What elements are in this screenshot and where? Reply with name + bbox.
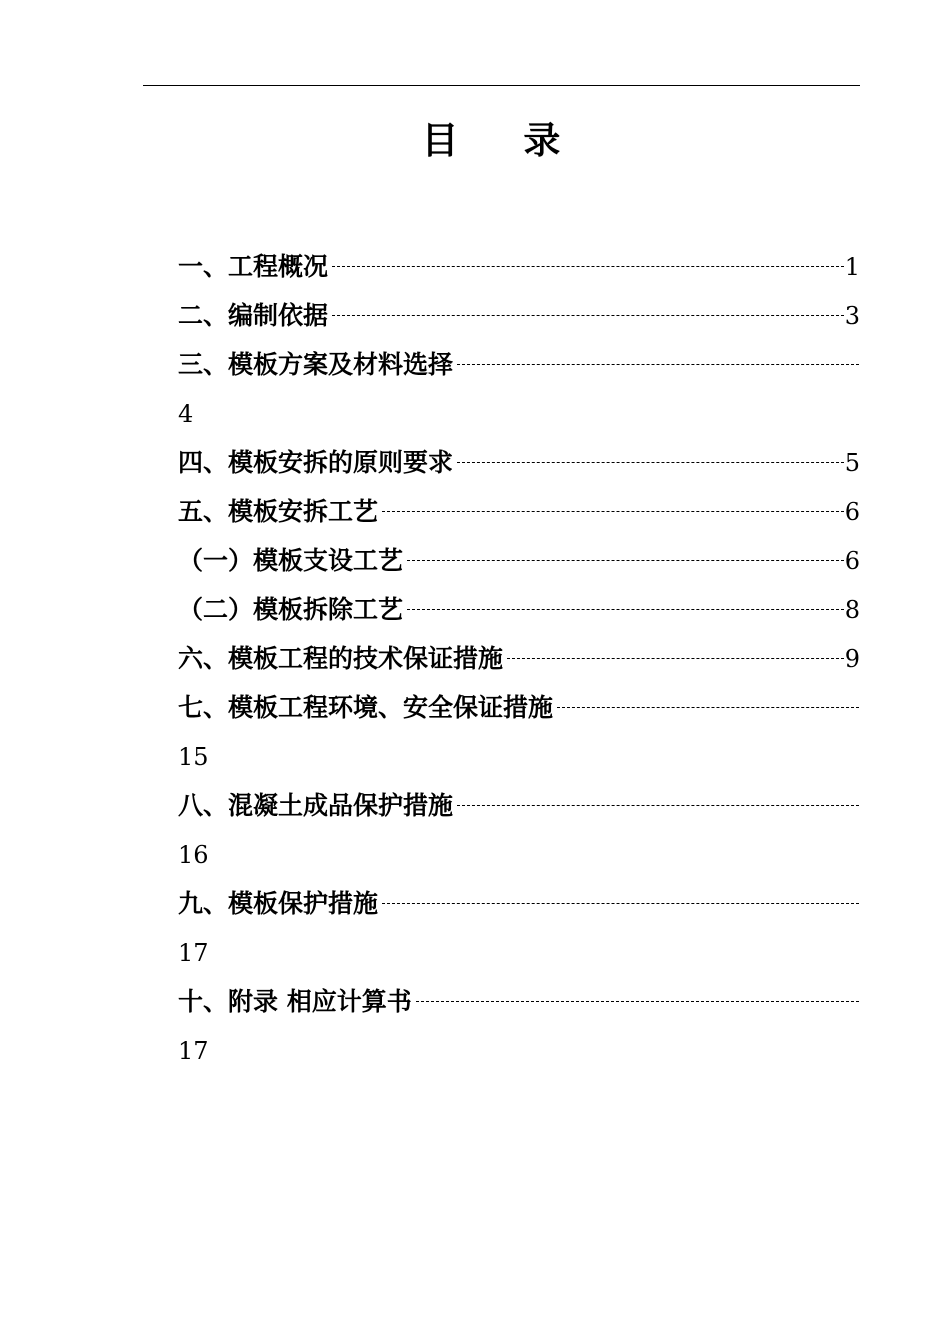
toc-entry-title: 十、附录 相应计算书: [178, 987, 412, 1016]
toc-entry-7-page-line: [178, 732, 860, 781]
toc-entry-page: 15: [178, 743, 209, 771]
toc-entry-5[interactable]: [178, 487, 860, 536]
toc-entry-2[interactable]: [178, 291, 860, 340]
toc-entry-title: 六、模板工程的技术保证措施: [178, 644, 504, 673]
toc-entry-page: 8: [844, 596, 860, 624]
toc-leader: [407, 560, 844, 561]
toc-entry-title: （二）模板拆除工艺: [178, 595, 404, 624]
toc-entry-title: 九、模板保护措施: [178, 889, 379, 918]
toc-entry-10[interactable]: [178, 977, 860, 1026]
toc-entry-6[interactable]: [178, 634, 860, 683]
toc-entry-page: 17: [178, 939, 209, 967]
toc-leader: [457, 805, 859, 806]
toc-entry-9[interactable]: [178, 879, 860, 928]
toc-entry-title: 四、模板安拆的原则要求: [178, 448, 454, 477]
toc-leader: [557, 707, 859, 708]
toc-entry-page: 4: [178, 400, 194, 428]
toc-entry-page: 17: [178, 1037, 209, 1065]
toc-entry-10-page-line: [178, 1026, 860, 1075]
toc-entry-8-page-line: [178, 830, 860, 879]
toc-entry-3[interactable]: [178, 340, 860, 389]
table-of-contents: [178, 242, 860, 1075]
toc-leader: [457, 462, 844, 463]
toc-entry-7[interactable]: [178, 683, 860, 732]
toc-leader: [332, 266, 844, 267]
toc-entry-page: 6: [844, 547, 860, 575]
toc-entry-title: 三、模板方案及材料选择: [178, 350, 454, 379]
toc-leader: [382, 903, 859, 904]
toc-entry-page: 3: [844, 302, 860, 330]
toc-leader: [382, 511, 844, 512]
toc-entry-8[interactable]: [178, 781, 860, 830]
page-title: 目 录: [421, 118, 587, 162]
toc-entry-page: 9: [844, 645, 860, 673]
toc-entry-5-2[interactable]: [178, 585, 860, 634]
toc-entry-title: 八、混凝土成品保护措施: [178, 791, 454, 820]
toc-entry-page: 1: [844, 253, 860, 281]
toc-leader: [332, 315, 844, 316]
toc-entry-3-page-line: [178, 389, 860, 438]
toc-entry-9-page-line: [178, 928, 860, 977]
toc-leader: [507, 658, 844, 659]
toc-entry-page: 5: [844, 449, 860, 477]
toc-leader: [407, 609, 844, 610]
toc-entry-page: 16: [178, 841, 209, 869]
toc-leader: [457, 364, 859, 365]
toc-entry-title: 一、工程概况: [178, 252, 329, 281]
header-rule: [143, 85, 860, 86]
toc-entry-title: （一）模板支设工艺: [178, 546, 404, 575]
toc-entry-title: 五、模板安拆工艺: [178, 497, 379, 526]
toc-entry-5-1[interactable]: [178, 536, 860, 585]
toc-entry-page: 6: [844, 498, 860, 526]
toc-leader: [416, 1001, 859, 1002]
toc-entry-4[interactable]: [178, 438, 860, 487]
toc-entry-title: 七、模板工程环境、安全保证措施: [178, 693, 554, 722]
toc-entry-1[interactable]: [178, 242, 860, 291]
toc-entry-title: 二、编制依据: [178, 301, 329, 330]
